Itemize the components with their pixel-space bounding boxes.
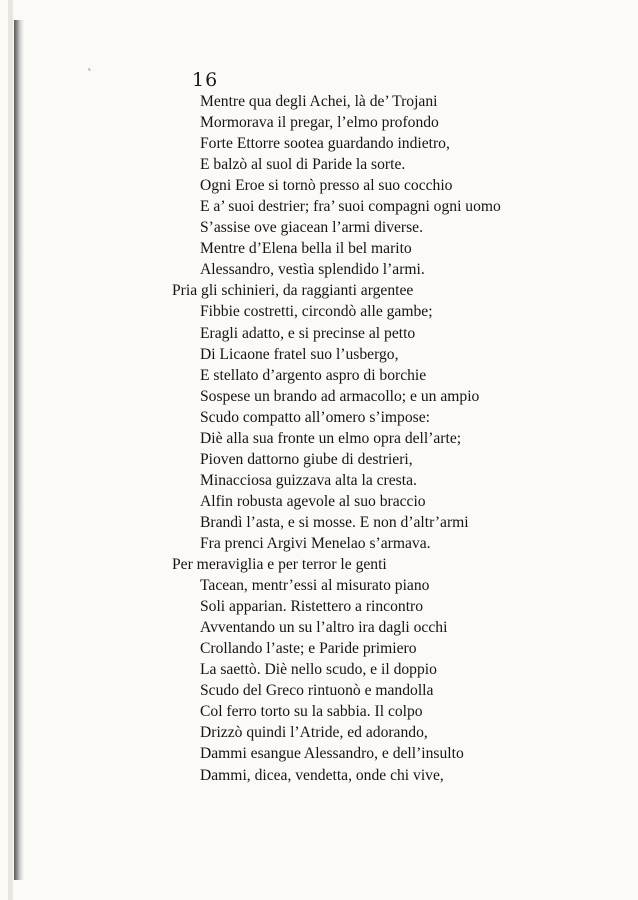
- verse-line: Dammi, dicea, vendetta, onde chi vive,: [200, 766, 444, 784]
- verse-line: Sospese un brando ad armacollo; e un ampio: [200, 387, 480, 405]
- page-number: 16: [192, 69, 219, 91]
- verse-line: S’assise ove giacean l’armi diverse.: [200, 219, 423, 237]
- binding-shadow: [14, 20, 24, 880]
- verse-line: Avventando un su l’altro ira dagli occhi: [200, 619, 448, 637]
- verse-line: Crollando l’aste; e Paride primiero: [200, 640, 417, 658]
- verse-line: Di Licaone fratel suo l’usbergo,: [200, 345, 399, 363]
- page-gutter: [8, 0, 13, 900]
- paper-blemish: ˛: [86, 56, 93, 72]
- verse-line: Mentre d’Elena bella il bel marito: [200, 240, 412, 258]
- verse-line: La saettò. Diè nello scudo, e il doppio: [200, 661, 437, 679]
- verse-line: Soli apparian. Ristettero a rincontro: [200, 598, 424, 616]
- verse-line: Alfin robusta agevole al suo braccio: [200, 492, 426, 510]
- verse-line: Ogni Eroe si tornò presso al suo cocchio: [200, 177, 453, 195]
- verse-line: Pioven dattorno giube di destrieri,: [200, 450, 413, 468]
- verse-line: Alessandro, vestìa splendido l’armi.: [200, 261, 425, 279]
- verse-line: Forte Ettorre sootea guardando indietro,: [200, 135, 450, 153]
- verse-line: E balzò al suol di Paride la sorte.: [200, 156, 406, 174]
- verse-line: Eragli adatto, e si precinse al petto: [200, 324, 416, 342]
- verse-line: E a’ suoi destrier; fra’ suoi compagni ogni uomo: [200, 198, 501, 216]
- verse-line: Scudo compatto all’omero s’impose:: [200, 408, 430, 426]
- verse-line: Dammi esangue Alessandro, e dell’insulto: [200, 745, 464, 763]
- verse-line: Mormorava il pregar, l’elmo profondo: [200, 114, 439, 132]
- verse-line: Scudo del Greco rintuonò e mandolla: [200, 682, 434, 700]
- verse-line: Col ferro torto su la sabbia. Il colpo: [200, 703, 423, 721]
- verse-line: Brandì l’asta, e si mosse. E non d’altr’armi: [200, 513, 469, 531]
- verse-line: Per meraviglia e per terror le genti: [172, 556, 387, 574]
- verse-line: E stellato d’argento aspro di borchie: [200, 366, 427, 384]
- verse-line: Fra prenci Argivi Menelao s’armava.: [200, 534, 431, 552]
- verse-line: Diè alla sua fronte un elmo opra dell’arte;: [200, 429, 462, 447]
- verse-line: Tacean, mentr’essi al misurato piano: [200, 577, 430, 595]
- verse-line: Mentre qua degli Achei, là de’ Trojani: [200, 93, 438, 110]
- verse-line: Fibbie costretti, circondò alle gambe;: [200, 303, 433, 321]
- poem-text: [172, 91, 501, 786]
- verse-line: Pria gli schinieri, da raggianti argentee: [172, 282, 414, 300]
- verse-line: Minacciosa guizzava alta la cresta.: [200, 471, 417, 489]
- verse-line: Drizzò quindi l’Atride, ed adorando,: [200, 724, 428, 742]
